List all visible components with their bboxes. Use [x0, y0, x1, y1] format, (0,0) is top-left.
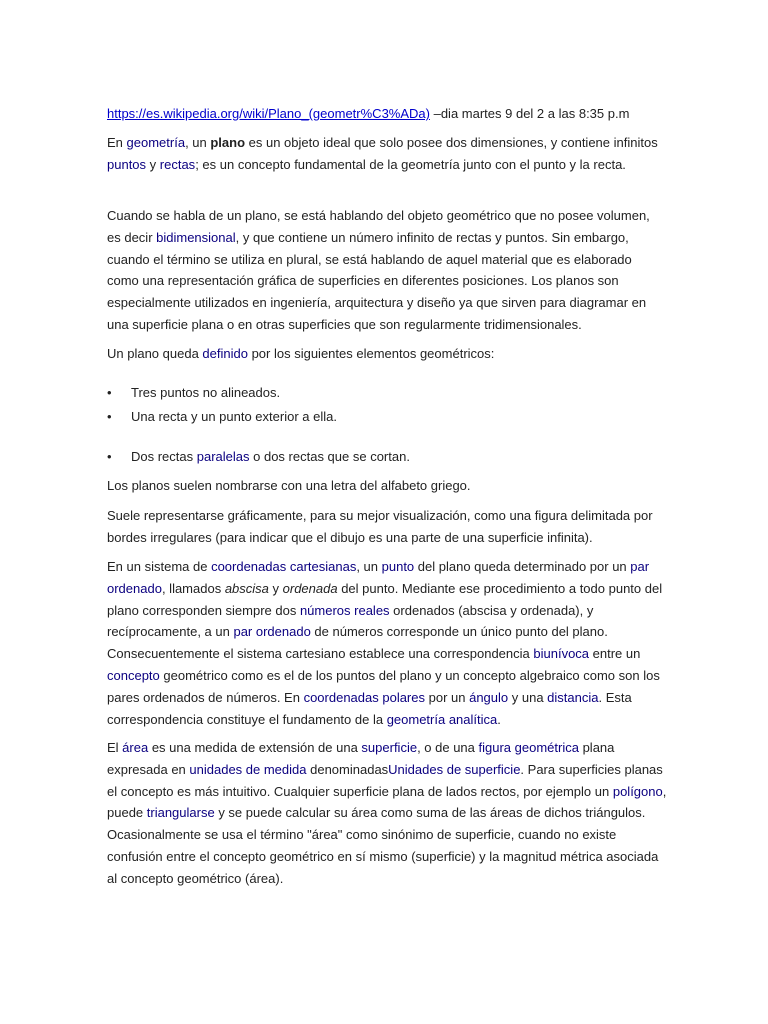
link-par-ordenado[interactable]: par ordenado	[107, 559, 650, 596]
link-paralelas[interactable]: paralelas	[196, 448, 250, 464]
text: es un objeto ideal que solo posee dos dimensiones, y contiene infinitos	[245, 135, 658, 150]
link-coordenadas-polares[interactable]: coordenadas polares	[303, 689, 425, 705]
text: del punto. Mediante ese procedimiento a todo punto del plano corresponden siempre dos	[107, 580, 663, 618]
text: es una medida de extensión de una	[148, 740, 362, 755]
list-item	[107, 446, 667, 468]
link-poligono[interactable]: polígono	[612, 783, 663, 799]
text: . Esta correspondencia constituye el fundamento de la	[107, 689, 632, 727]
text: Un plano queda	[107, 346, 203, 361]
text: denominadas	[306, 761, 389, 777]
text: entre un	[589, 646, 641, 662]
link-rectas[interactable]: rectas	[159, 156, 196, 172]
text: Suele representarse gráficamente, para su mejor visualización, como una figura delimitada por bordes irregulares (para indicar que el dibujo es una parte de una superficie infinita).	[107, 508, 653, 545]
elements-list	[107, 382, 667, 467]
text: En un sistema de	[107, 559, 212, 574]
text: ordenados (abscisa y ordenada), y recíprocamente, a un	[107, 602, 594, 640]
link-geometria[interactable]: geometría	[126, 135, 186, 150]
text: . Para superficies planas el concepto es más intuitivo. Cualquier superficie plana de lados rectos, por ejemplo un	[107, 761, 663, 799]
link-numeros-reales[interactable]: números reales	[299, 602, 390, 618]
text: de números corresponde un único punto del plano. Consecuentemente el sistema cartesiano establece una correspondencia	[107, 624, 608, 662]
text: , o de una	[417, 740, 479, 755]
link-unidades-de-superficie[interactable]: Unidades de superficie	[388, 761, 521, 777]
link-figura-geometrica[interactable]: figura geométrica	[478, 740, 579, 755]
link-coordenadas-cartesianas[interactable]: coordenadas cartesianas	[211, 559, 357, 574]
list-item-text: Tres puntos no alineados.	[131, 385, 281, 400]
text: por los siguientes elementos geométricos:	[247, 346, 495, 361]
text: por un	[425, 689, 470, 705]
source-link[interactable]: https://es.wikipedia.org/wiki/Plano_(geometr%C3%ADa)	[107, 106, 430, 121]
paragraph-nombres	[107, 475, 667, 497]
list-item	[107, 382, 667, 404]
link-superficie[interactable]: superficie	[361, 740, 418, 755]
list-item	[107, 406, 667, 428]
text: Los planos suelen nombrarse con una letra del alfabeto griego.	[107, 478, 471, 493]
source-line	[107, 103, 667, 125]
text: Dos rectas	[131, 448, 197, 464]
link-concepto[interactable]: concepto	[107, 667, 160, 683]
term-ordenada: ordenada	[282, 580, 338, 596]
link-puntos[interactable]: puntos	[107, 156, 147, 172]
text: Cuando se habla de un plano, se está hablando del objeto geométrico que no posee volumen, es decir	[107, 208, 650, 245]
link-unidades-de-medida[interactable]: unidades de medida	[189, 761, 307, 777]
link-definido[interactable]: definido	[202, 346, 248, 361]
link-angulo[interactable]: ángulo	[469, 689, 509, 705]
text: y se puede calcular su área como suma de las áreas de dichos triángulos. Ocasionalmente se usa el término "área" como sinónimo de superficie, cuando no existe confusión entre el concepto geométrico en sí mismo (superficie) y la magnitud métrica asociada al concepto geométrico (área).	[107, 805, 659, 886]
paragraph-definido	[107, 343, 667, 365]
list-item-text: Una recta y un punto exterior a ella.	[131, 408, 337, 424]
text: del plano queda determinado por un	[414, 559, 631, 574]
link-geometria-analitica[interactable]: geometría analítica	[386, 711, 498, 727]
text: o dos rectas que se cortan.	[249, 448, 410, 464]
paragraph-representacion	[107, 505, 667, 549]
text: .	[497, 711, 501, 727]
text: geométrico como es el de los puntos del plano y un concepto algebraico como son los pares ordenados de números. En	[107, 667, 660, 705]
link-punto[interactable]: punto	[381, 559, 415, 574]
link-par-ordenado-2[interactable]: par ordenado	[233, 624, 311, 640]
text: En	[107, 135, 127, 150]
paragraph-area	[107, 737, 667, 890]
link-distancia[interactable]: distancia	[547, 689, 599, 705]
text: , llamados	[161, 580, 225, 596]
paragraph-plano-explicacion	[107, 205, 667, 336]
text: , un	[356, 559, 382, 574]
link-bidimensional[interactable]: bidimensional	[156, 229, 236, 245]
text: , y que contiene un número infinito de rectas y puntos. Sin embargo, cuando el término se utiliza en plural, se está hablando de aquel material que es elaborado como una representación gráfica de superficies en diferentes posiciones. Los planos son especialmente utilizados en ingeniería, arquitectura y diseño ya que sirven para diagramar en una superficie plana o en otras superficies que son regularmente tridimensionales.	[107, 229, 647, 332]
text: plana expresada en	[107, 740, 615, 777]
paragraph-definition	[107, 132, 667, 176]
term-abscisa: abscisa	[224, 580, 269, 596]
text: y	[268, 580, 283, 596]
link-triangularse[interactable]: triangularse	[146, 805, 215, 821]
paragraph-coordenadas	[107, 556, 667, 730]
link-area[interactable]: área	[122, 740, 149, 755]
text: y	[146, 156, 160, 172]
source-note: –dia martes 9 del 2 a las 8:35 p.m	[429, 106, 630, 121]
text: y una	[508, 689, 548, 705]
term-plano: plano	[210, 135, 246, 150]
link-biunivoca[interactable]: biunívoca	[533, 646, 590, 662]
text: ; es un concepto fundamental de la geometría junto con el punto y la recta.	[195, 156, 626, 172]
text: , puede	[107, 783, 667, 821]
text: , un	[185, 135, 211, 150]
text: El	[107, 740, 123, 755]
